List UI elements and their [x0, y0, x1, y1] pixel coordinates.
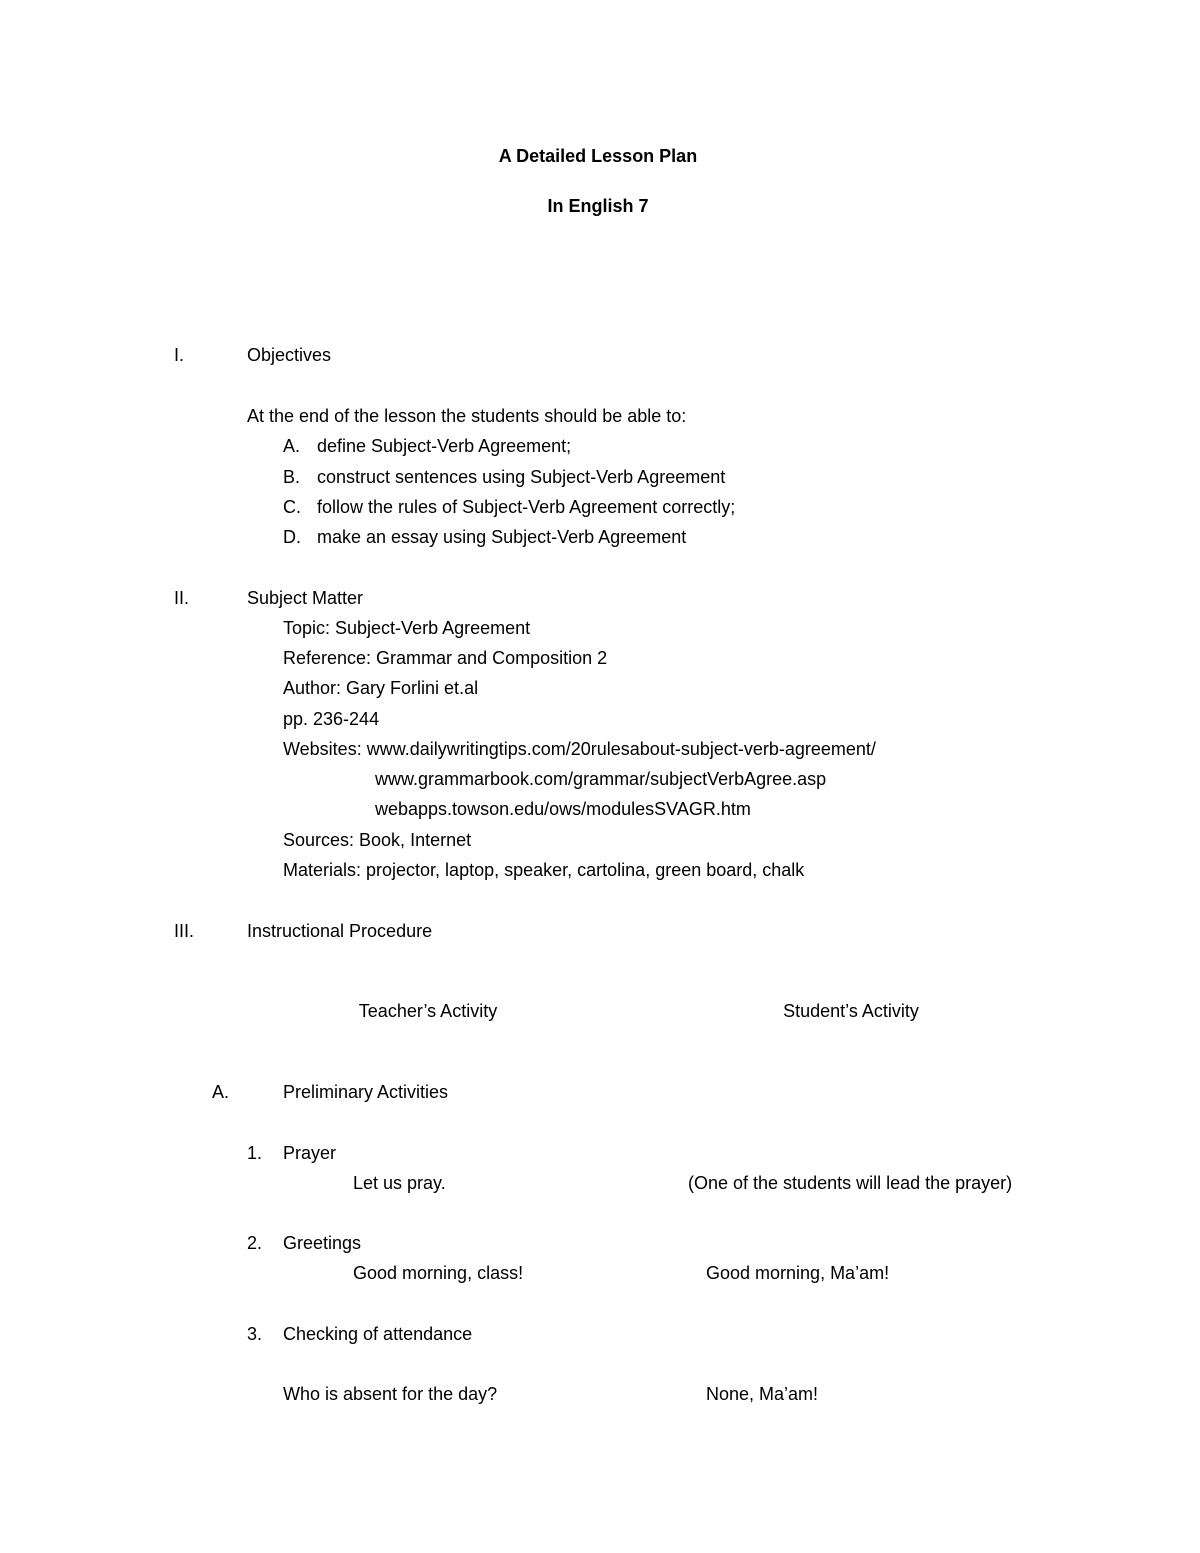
objective-item: construct sentences using Subject-Verb Agreement: [317, 467, 726, 487]
step-title: Prayer: [283, 1143, 337, 1163]
subject-author: Author: Gary Forlini et.al: [283, 678, 479, 698]
subject-materials: Materials: projector, laptop, speaker, cartolina, green board, chalk: [283, 860, 805, 880]
section-numeral-procedure: III.: [174, 921, 195, 941]
document-subtitle: In English 7: [547, 196, 649, 216]
student-activity: None, Ma’am!: [706, 1384, 819, 1404]
teacher-activity: Let us pray.: [353, 1173, 446, 1193]
procedure-section-title: Preliminary Activities: [283, 1082, 449, 1102]
student-activity: Good morning, Ma’am!: [706, 1263, 890, 1283]
step-title: Checking of attendance: [283, 1324, 473, 1344]
subject-reference: Reference: Grammar and Composition 2: [283, 648, 608, 668]
step-number: 3.: [247, 1324, 263, 1344]
column-header-teacher: Teacher’s Activity: [358, 1001, 498, 1021]
section-heading-subject-matter: Subject Matter: [247, 588, 364, 608]
objective-letter: A.: [283, 436, 301, 456]
teacher-activity: Good morning, class!: [353, 1263, 524, 1283]
subject-website: webapps.towson.edu/ows/modulesSVAGR.htm: [375, 799, 751, 819]
subject-sources: Sources: Book, Internet: [283, 830, 472, 850]
section-heading-procedure: Instructional Procedure: [247, 921, 433, 941]
step-title: Greetings: [283, 1233, 362, 1253]
student-activity: (One of the students will lead the prayer): [688, 1173, 1013, 1193]
objective-item: make an essay using Subject-Verb Agreement: [317, 527, 687, 547]
step-number: 1.: [247, 1143, 263, 1163]
section-numeral-subject-matter: II.: [174, 588, 190, 608]
step-number: 2.: [247, 1233, 263, 1253]
objectives-intro: At the end of the lesson the students should be able to:: [247, 406, 687, 426]
document-title: A Detailed Lesson Plan: [498, 146, 698, 166]
subject-pages: pp. 236-244: [283, 709, 380, 729]
subject-website: Websites: www.dailywritingtips.com/20rulesabout-subject-verb-agreement/: [283, 739, 876, 759]
objective-item: follow the rules of Subject-Verb Agreement correctly;: [317, 497, 736, 517]
objective-letter: C.: [283, 497, 301, 517]
objective-letter: D.: [283, 527, 301, 547]
section-heading-objectives: Objectives: [247, 345, 332, 365]
section-numeral-objectives: I.: [174, 345, 185, 365]
objective-item: define Subject-Verb Agreement;: [317, 436, 572, 456]
column-header-student: Student’s Activity: [783, 1001, 919, 1021]
procedure-section-letter: A.: [212, 1082, 230, 1102]
objective-letter: B.: [283, 467, 301, 487]
subject-website: www.grammarbook.com/grammar/subjectVerbAgree.asp: [375, 769, 827, 789]
teacher-activity: Who is absent for the day?: [283, 1384, 498, 1404]
subject-topic: Topic: Subject-Verb Agreement: [283, 618, 531, 638]
